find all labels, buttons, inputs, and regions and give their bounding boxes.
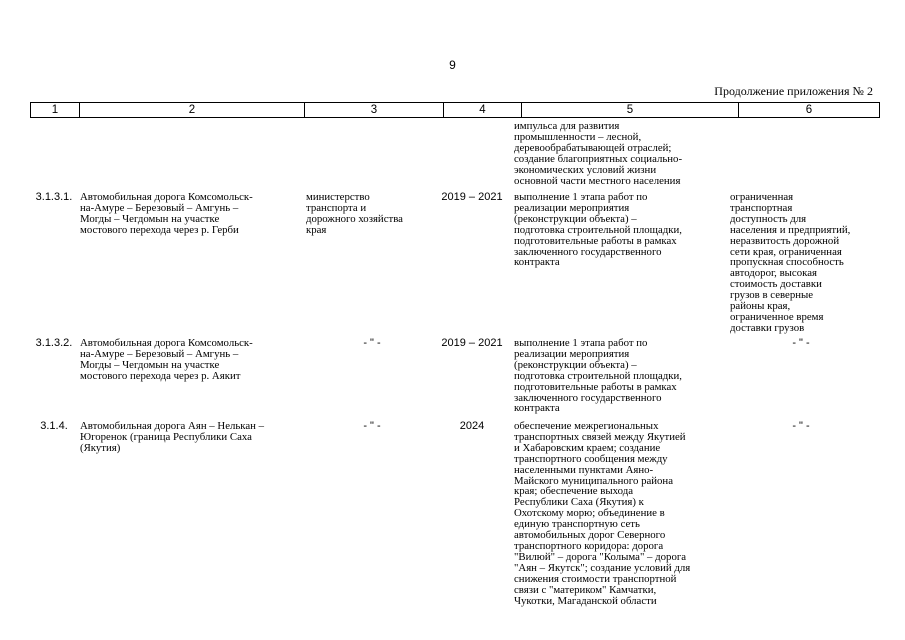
column-header: 1 [31, 103, 80, 118]
text-line: края; обеспечение выхода [514, 485, 633, 498]
text-line: министерство [306, 191, 370, 203]
text-line: деревообрабатывающей отраслей; [514, 141, 672, 154]
text-line: сети края, ограниченная [730, 245, 842, 258]
row-number: 3.1.3.1. [35, 191, 73, 203]
years: 2019 – 2021 [441, 337, 503, 349]
text-line: (Якутия) [80, 441, 121, 454]
text-line: подготовка строительной площадки, [514, 369, 682, 382]
text-line: на-Амуре – Березовый – Амгунь – [80, 347, 239, 360]
text-line: контракта [514, 402, 560, 415]
text-line: заключенного государственного [514, 391, 662, 404]
text-line: "Аян – Якутск"; создание условий для [514, 561, 691, 574]
text-line: Автомобильная дорога Комсомольск- [80, 191, 253, 203]
text-line: пропускная способность [730, 256, 844, 269]
ditto-mark: - " - [363, 337, 381, 349]
text-line: обеспечение межрегиональных [514, 420, 659, 432]
text-line: выполнение 1 этапа работ по [514, 337, 648, 349]
text-line: промышленности – лесной, [514, 130, 642, 143]
column-header: 2 [80, 103, 305, 118]
ditto-mark: - " - [792, 337, 810, 349]
object-name [80, 338, 302, 382]
text-line: импульса для развития [514, 120, 620, 132]
text-line: стоимость доставки [730, 278, 822, 291]
text-line: "Вилюй" – дорога "Колыма" – дорога [514, 550, 687, 563]
text-line: снижения стоимости транспортной [514, 572, 677, 585]
text-line: Югоренок (граница Республики Саха [80, 430, 252, 443]
text-line: транспортного коридора: дорога [514, 539, 664, 552]
text-line: контракта [514, 256, 560, 269]
object-name [80, 421, 302, 454]
text-line: Чукотки, Магаданской области [514, 594, 657, 607]
years: 2024 [459, 420, 485, 432]
text-line: связи с "материком" Камчатки, [514, 583, 657, 596]
text-line: Могды – Чегдомын на участке [80, 212, 220, 225]
ditto-mark: - " - [792, 420, 810, 432]
text-line: транспорта и [306, 201, 367, 214]
text-line: неразвитость дорожной [730, 234, 840, 247]
column-header-row [30, 102, 880, 118]
ditto-mark: - " - [363, 420, 381, 432]
text-line: автомобильных дорог Северного [514, 529, 666, 542]
text-line: Охотскому морю; объединение в [514, 507, 665, 520]
expected-result [514, 338, 726, 414]
years: 2019 – 2021 [441, 191, 503, 203]
row-number: 3.1.3.2. [35, 337, 73, 349]
text-line: выполнение 1 этапа работ по [514, 191, 648, 203]
object-name [80, 192, 302, 236]
text-line: районы края, [730, 300, 791, 313]
text-line: подготовительные работы в рамках [514, 234, 677, 247]
text-line: на-Амуре – Березовый – Амгунь – [80, 201, 239, 214]
text-line: основной части местного населения [514, 174, 681, 187]
text-line: населения и предприятий, [730, 223, 851, 236]
text-line: края [306, 223, 327, 236]
text-line: автодорог, высокая [730, 267, 817, 280]
text-line: транспортных связей между Якутией [514, 430, 686, 443]
text-line: (реконструкции объекта) – [514, 358, 637, 371]
text-line: подготовительные работы в рамках [514, 380, 677, 393]
text-line: Автомобильная дорога Комсомольск- [80, 337, 253, 349]
row-number: 3.1.4. [40, 420, 68, 432]
expected-result [514, 421, 726, 606]
text-line: ограниченное время [730, 310, 824, 323]
page-number: 9 [449, 58, 456, 72]
executor [306, 192, 438, 236]
appendix-caption: Продолжение приложения № 2 [714, 84, 873, 98]
text-line: мостового перехода через р. Аякит [80, 369, 241, 382]
text-line: доступность для [730, 212, 807, 225]
expected-result [514, 192, 726, 268]
text-line: реализации мероприятия [514, 201, 630, 214]
problem-description [730, 192, 872, 334]
text-line: грузов в северные [730, 289, 814, 302]
text-line: заключенного государственного [514, 245, 662, 258]
column-header: 6 [739, 103, 880, 118]
text-line: реализации мероприятия [514, 347, 630, 360]
text-line: мостового перехода через р. Герби [80, 223, 239, 236]
text-line: Могды – Чегдомын на участке [80, 358, 220, 371]
text-line: населенными пунктами Аяно- [514, 463, 654, 476]
text-line: транспортная [730, 201, 793, 214]
column-header: 4 [444, 103, 522, 118]
continuation-text [514, 121, 726, 186]
text-line: (реконструкции объекта) – [514, 212, 637, 225]
text-line: создание благоприятных социально- [514, 152, 683, 165]
text-line: подготовка строительной площадки, [514, 223, 682, 236]
text-line: Майского муниципального района [514, 474, 674, 487]
text-line: ограниченная [730, 191, 794, 203]
text-line: экономических условий жизни [514, 163, 657, 176]
text-line: Республики Саха (Якутия) к [514, 496, 644, 509]
text-line: транспортного сообщения между [514, 452, 668, 465]
column-header: 5 [522, 103, 739, 118]
text-line: дорожного хозяйства [306, 212, 403, 225]
column-header: 3 [305, 103, 444, 118]
text-line: единую транспортную сеть [514, 518, 640, 531]
text-line: Автомобильная дорога Аян – Нелькан – [80, 420, 265, 432]
text-line: доставки грузов [730, 321, 805, 334]
text-line: и Хабаровским краем; создание [514, 441, 661, 454]
